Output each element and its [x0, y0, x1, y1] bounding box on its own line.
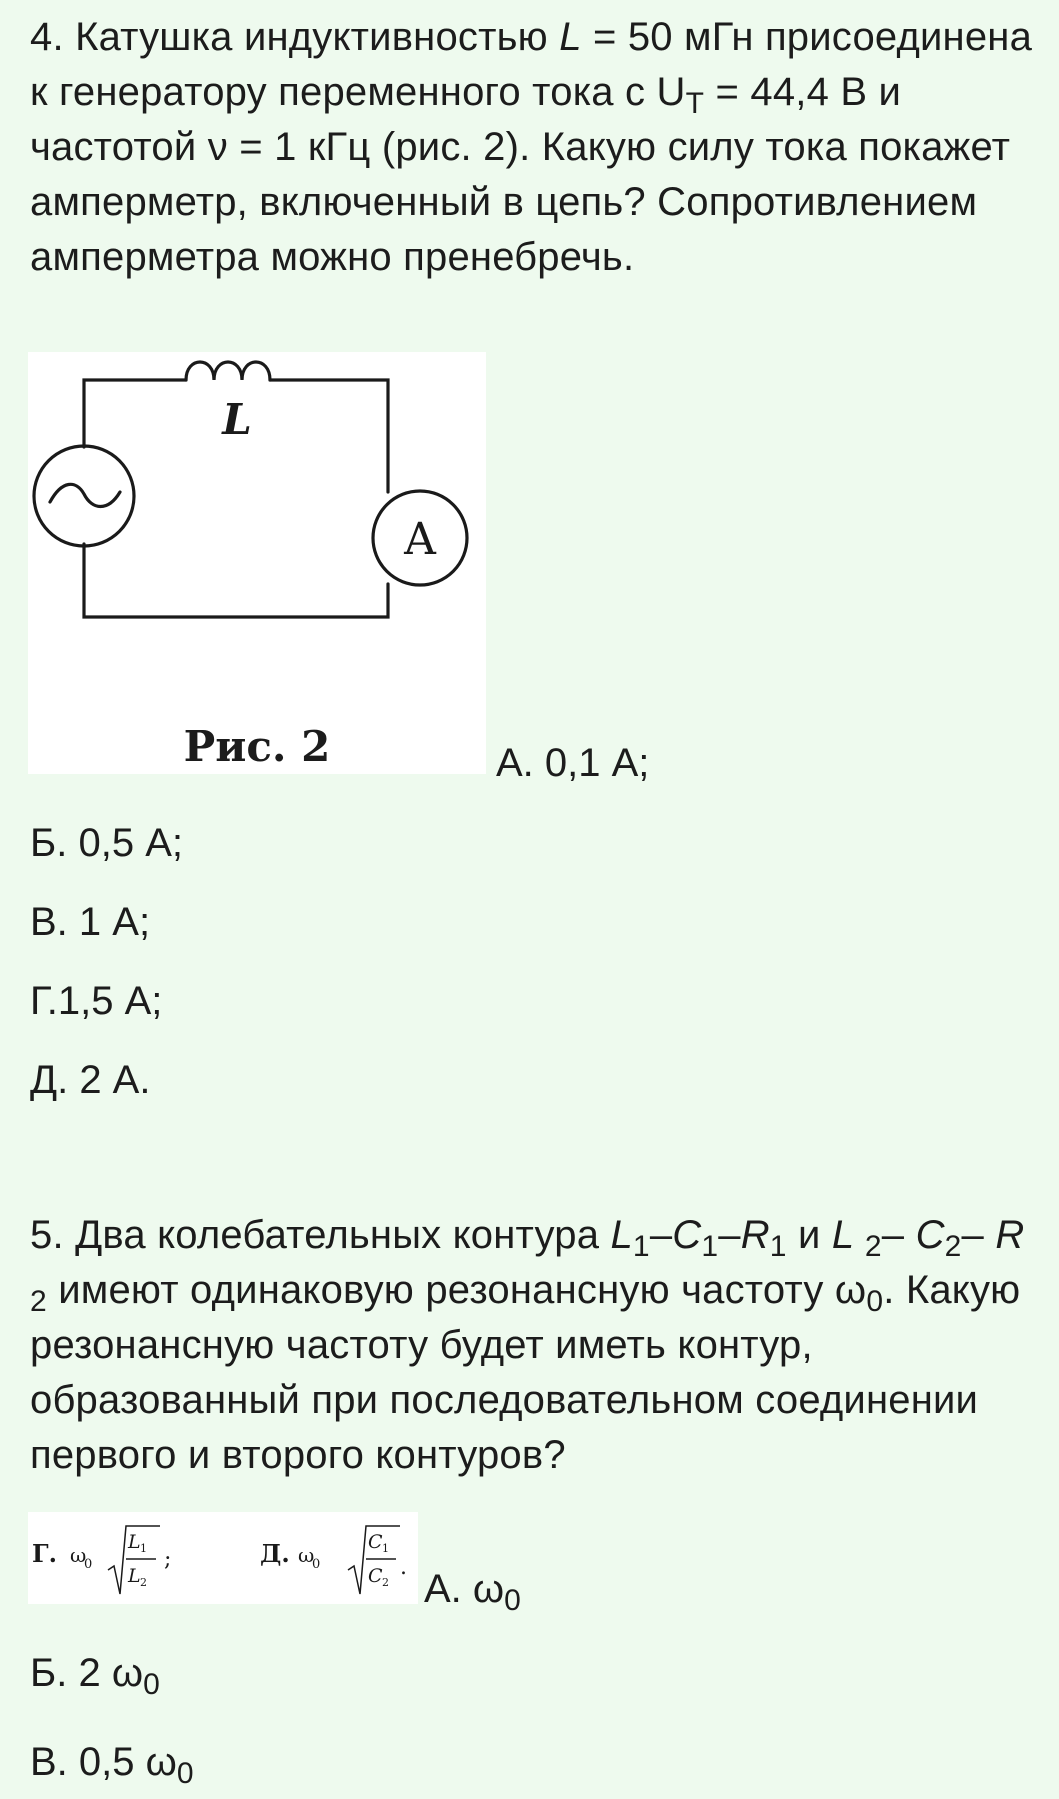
q5-option-a: А. $\omega_0$: [424, 1567, 521, 1617]
question-5-text: 5. Два колебательных контура $L_1-C_1-R_1$ и L $_2$– $C_2-$ R $_2$ имеют одинаковую резонансную частоту $\omega_0$. Какую резонансную частоту будет иметь контур, образованный при последовательном соединении первого и второго контуров?: [30, 1213, 1025, 1477]
left-wire-bottom: [84, 544, 388, 617]
formula-d-den: C: [368, 1565, 383, 1587]
formula-g-num: L: [128, 1531, 141, 1553]
formula-g-prefix: Г.: [32, 1539, 57, 1568]
q4-option-a: А. 0,1 А;: [496, 741, 650, 785]
figure-caption: Рис. 2: [183, 722, 331, 771]
q4-option-g: Г.1,5 А;: [30, 979, 163, 1023]
formula-g-den-sub: 2: [140, 1576, 147, 1589]
formula-d-num: C: [368, 1531, 383, 1553]
q4-option-v: В. 1 А;: [30, 900, 151, 944]
formula-d-den-sub: 2: [382, 1576, 389, 1589]
q5-option-v: В. 0,5 $\omega_0$: [30, 1740, 194, 1790]
top-wire-left: [84, 380, 186, 447]
formula-g-sub: 0: [84, 1557, 93, 1572]
q4-option-b: Б. 0,5 А;: [30, 821, 183, 865]
formula-options-image: [28, 1512, 418, 1604]
formula-d-omega: ω: [298, 1543, 315, 1567]
formula-d-end: .: [400, 1555, 407, 1580]
q4-option-d: Д. 2 А.: [30, 1058, 151, 1102]
formula-options: [28, 1512, 418, 1604]
inductor-label: L: [222, 395, 252, 444]
ammeter-label: A: [404, 514, 436, 565]
formula-g-omega: ω: [70, 1543, 87, 1567]
q5-option-b: Б. 2 $\omega_0$: [30, 1651, 160, 1701]
question-4-text: 4. Катушка индуктивностью L = 50 мГн присоединена к генератору переменного тока с $U_T = 44,4$ В и частотой ν = 1 кГц (рис. 2). Какую силу тока покажет амперметр, включенный в цепь? Сопротивлением амперметра можно пренебречь.: [30, 15, 1033, 279]
inductor-coil: [186, 362, 270, 380]
top-wire-right: [270, 380, 388, 492]
formula-d-sub: 0: [312, 1557, 321, 1572]
circuit-figure: [28, 352, 486, 774]
formula-g-den: L: [128, 1565, 141, 1587]
formula-d-prefix: Д.: [260, 1539, 290, 1568]
formula-g-end: ;: [164, 1547, 172, 1572]
sine-icon: [50, 484, 120, 506]
formula-d-num-sub: 1: [382, 1542, 389, 1555]
circuit-diagram: [28, 352, 486, 774]
formula-g-num-sub: 1: [140, 1542, 147, 1555]
